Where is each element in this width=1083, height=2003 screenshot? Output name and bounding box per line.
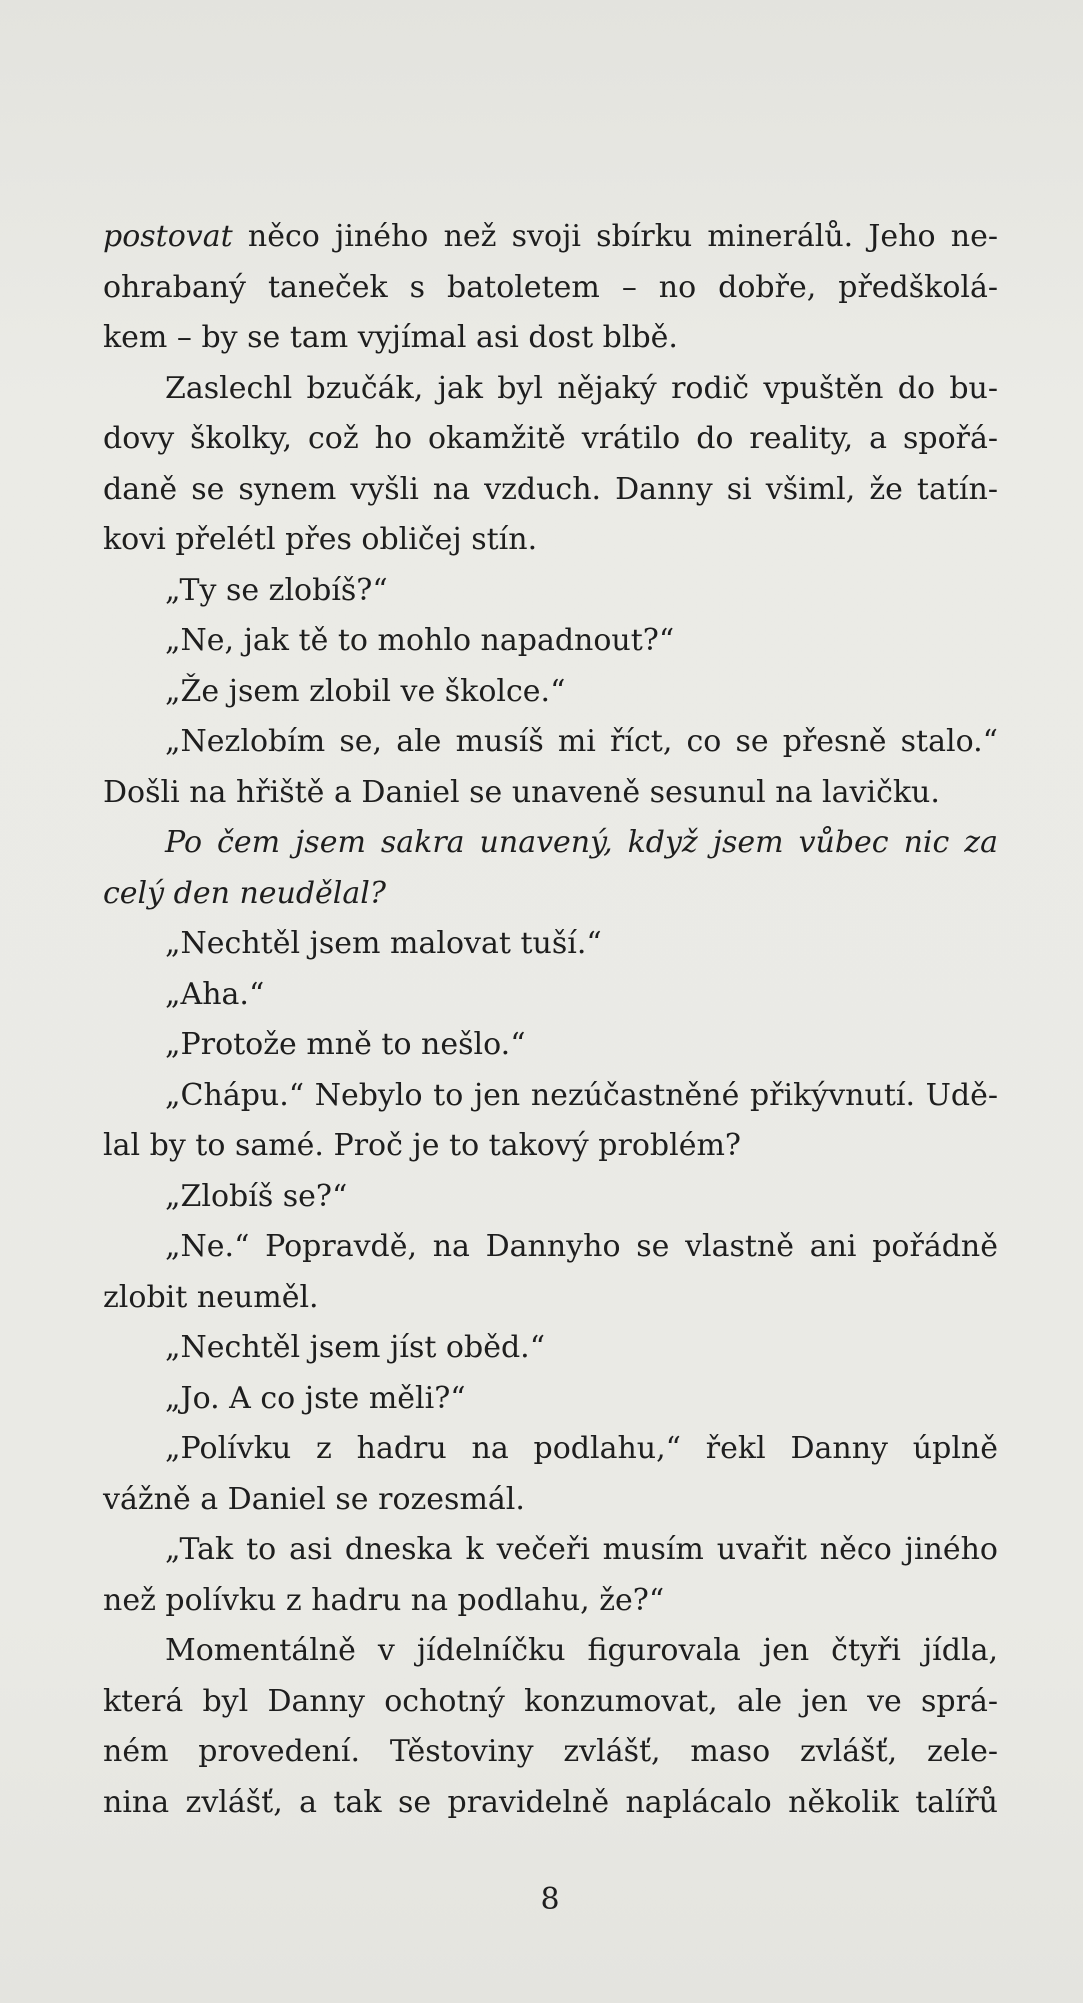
line-text: „Protože mně to nešlo.“ bbox=[165, 1027, 526, 1062]
text-line bbox=[103, 515, 998, 566]
line-text: daně se synem vyšli na vzduch. Danny si všiml, že tatín- bbox=[103, 471, 998, 507]
line-text: „Nezlobím se, ale musíš mi říct, co se přesně stalo.“ bbox=[165, 724, 998, 759]
line-text: lal by to samé. Proč je to takový problém? bbox=[103, 1128, 741, 1163]
line-text: „Ne, jak tě to mohlo napadnout?“ bbox=[165, 623, 675, 658]
line-text: „Ty se zlobíš?“ bbox=[165, 572, 388, 608]
line-text: „Zlobíš se?“ bbox=[165, 1178, 348, 1214]
line-text: „Že jsem zlobil ve školce.“ bbox=[165, 673, 566, 709]
line-text: Zaslechl bzučák, jak byl nějaký rodič vpuštěn do bu- bbox=[165, 370, 998, 406]
line-text: Došli na hřiště a Daniel se unaveně sesunul na lavičku. bbox=[103, 774, 940, 810]
text-line bbox=[103, 364, 998, 415]
line-text: ném provedení. Těstoviny zvlášť, maso zvlášť, zele- bbox=[103, 1734, 998, 1769]
text-line bbox=[103, 869, 998, 920]
line-text: „Chápu.“ Nebylo to jen nezúčastněné přikývnutí. Udě- bbox=[165, 1077, 998, 1113]
text-line bbox=[103, 212, 998, 263]
text-line bbox=[103, 717, 998, 768]
text-line bbox=[103, 1626, 998, 1677]
line-text: zlobit neuměl. bbox=[103, 1279, 319, 1315]
line-text: „Aha.“ bbox=[165, 976, 265, 1012]
text-line bbox=[103, 1424, 998, 1475]
text-line bbox=[103, 414, 998, 465]
line-text: „Tak to asi dneska k večeři musím uvařit něco jiného bbox=[165, 1532, 998, 1567]
line-text: kovi přelétl přes obličej stín. bbox=[103, 522, 538, 557]
text-line bbox=[103, 1121, 998, 1172]
line-text: ohrabaný taneček s batoletem – no dobře, předškolá- bbox=[103, 269, 998, 305]
text-line bbox=[103, 1071, 998, 1122]
line-text: „Jo. A co jste měli?“ bbox=[165, 1380, 466, 1416]
text-line bbox=[103, 919, 998, 970]
text-line bbox=[103, 566, 998, 617]
line-text: „Nechtěl jsem jíst oběd.“ bbox=[165, 1330, 546, 1365]
text-line bbox=[103, 1677, 998, 1728]
line-text: než polívku z hadru na podlahu, že?“ bbox=[103, 1582, 665, 1618]
text-line bbox=[103, 1172, 998, 1223]
line-text: „Nechtěl jsem malovat tuší.“ bbox=[165, 926, 602, 961]
line-text: nina zvlášť, a tak se pravidelně naplácalo několik talířů bbox=[103, 1784, 998, 1820]
text-line bbox=[103, 970, 998, 1021]
line-text: kem – by se tam vyjímal asi dost blbě. bbox=[103, 320, 678, 355]
text-line bbox=[103, 1576, 998, 1627]
text-line bbox=[103, 667, 998, 718]
text-line bbox=[103, 616, 998, 667]
text-line bbox=[103, 1323, 998, 1374]
body-text bbox=[103, 212, 998, 1828]
text-line bbox=[103, 1374, 998, 1425]
text-line bbox=[103, 768, 998, 819]
italic-text: celý den neudělal? bbox=[103, 875, 386, 911]
text-line bbox=[103, 1475, 998, 1526]
line-text: Momentálně v jídelníčku figurovala jen čtyři jídla, bbox=[165, 1633, 998, 1668]
text-line bbox=[103, 1222, 998, 1273]
line-text: která byl Danny ochotný konzumovat, ale jen ve sprá- bbox=[103, 1683, 998, 1719]
text-line bbox=[103, 1778, 998, 1829]
italic-text: Po čem jsem sakra unavený, když jsem vůbec nic za bbox=[165, 825, 998, 860]
text-line bbox=[103, 313, 998, 364]
line-text: „Ne.“ Popravdě, na Dannyho se vlastně ani pořádně bbox=[165, 1229, 998, 1264]
italic-text: postovat bbox=[103, 219, 233, 254]
line-text: něco jiného než svoji sbírku minerálů. Jeho ne- bbox=[232, 219, 998, 254]
text-line bbox=[103, 1727, 998, 1778]
text-line bbox=[103, 1525, 998, 1576]
text-line bbox=[103, 818, 998, 869]
line-text: „Polívku z hadru na podlahu,“ řekl Danny úplně bbox=[165, 1431, 998, 1466]
text-line bbox=[103, 1020, 998, 1071]
text-line bbox=[103, 1273, 998, 1324]
page-number: 8 bbox=[540, 1882, 560, 1917]
text-line bbox=[103, 465, 998, 516]
line-text: vážně a Daniel se rozesmál. bbox=[103, 1481, 525, 1517]
line-text: dovy školky, což ho okamžitě vrátilo do reality, a spořá- bbox=[103, 421, 998, 456]
text-line bbox=[103, 263, 998, 314]
